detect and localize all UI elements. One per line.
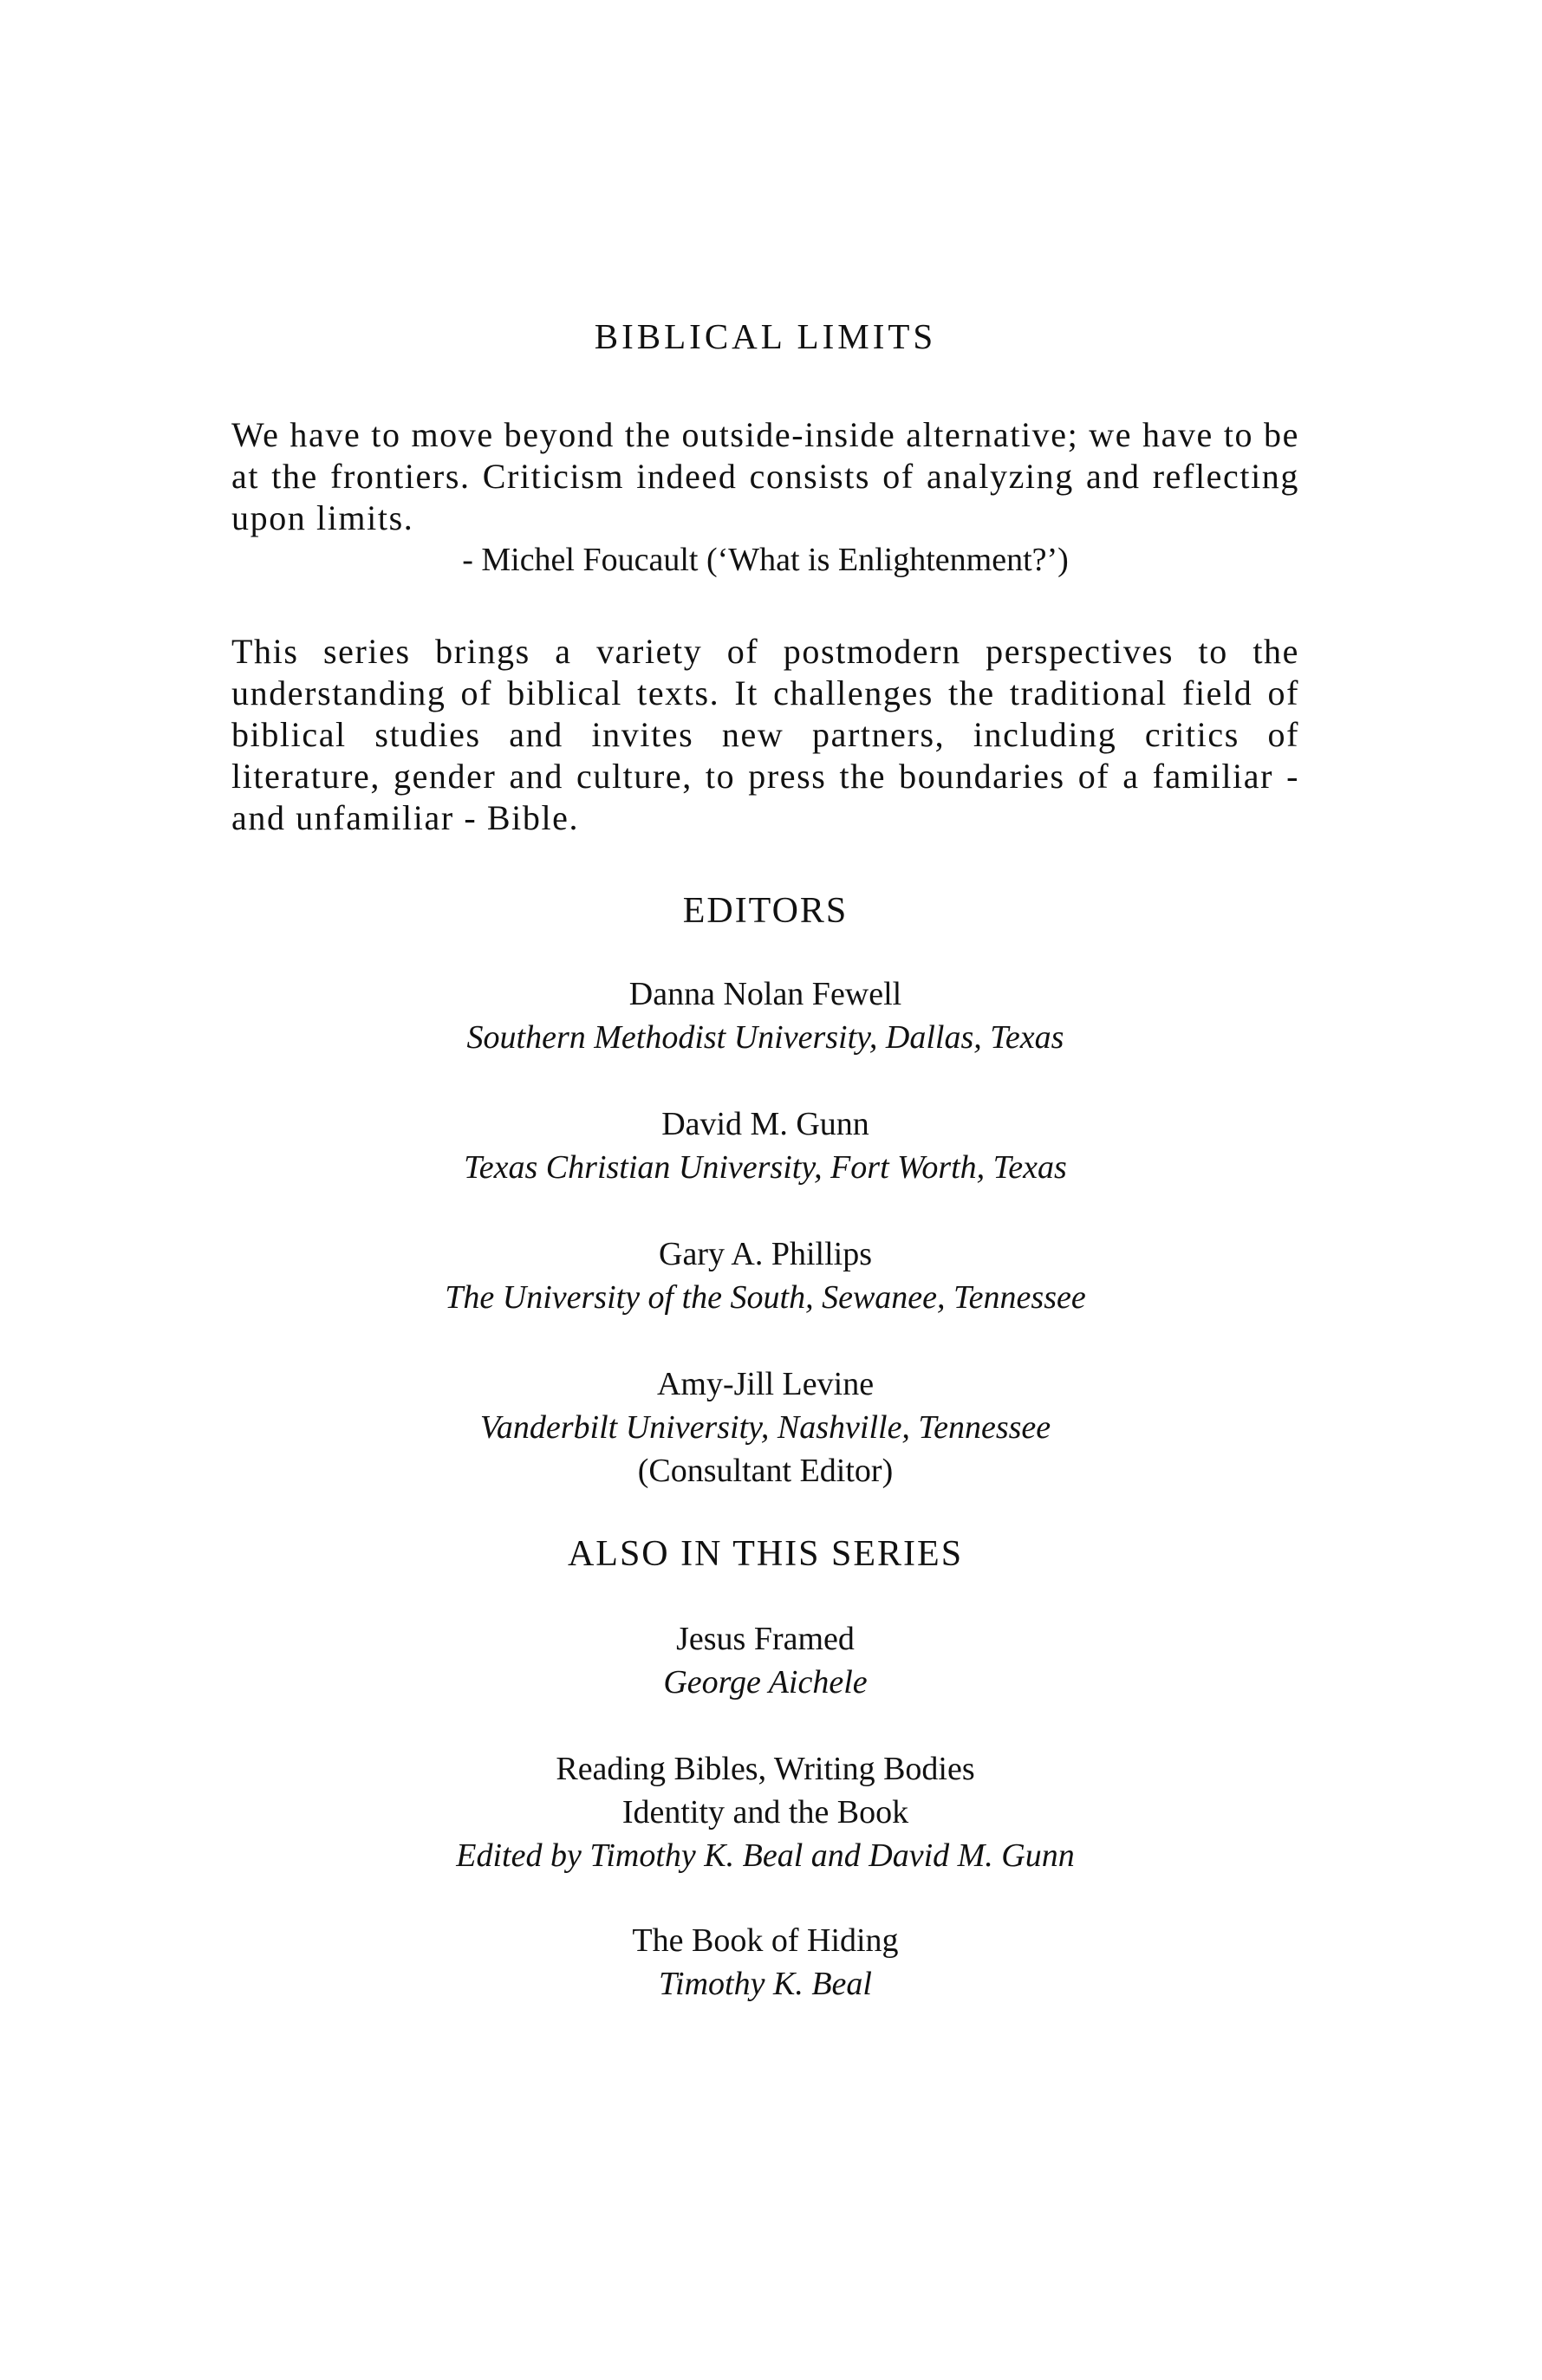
book-title: The Book of Hiding xyxy=(632,1922,899,1959)
book-author: George Aichele xyxy=(663,1664,868,1700)
editor-entry xyxy=(231,972,1299,1059)
book-title: Reading Bibles, Writing Bodies xyxy=(556,1751,975,1787)
series-description: This series brings a variety of postmodern perspectives to the understanding of biblical texts. It challenges the traditional field of biblical studies and invites new partners, including critics of literature, gender and culture, to press the boundaries of a familiar - and unfamiliar - Bible. xyxy=(231,632,1299,837)
editor-affiliation: Texas Christian University, Fort Worth, Texas xyxy=(464,1149,1067,1186)
editor-affiliation: Southern Methodist University, Dallas, Texas xyxy=(466,1019,1064,1056)
editor-name: Danna Nolan Fewell xyxy=(628,976,902,1012)
editor-name: Amy-Jill Levine xyxy=(656,1366,875,1402)
text-column xyxy=(231,0,1299,2380)
editor-affiliation: The University of the South, Sewanee, Tennessee xyxy=(445,1279,1086,1316)
editor-entry xyxy=(231,1362,1299,1492)
editor-note: (Consultant Editor) xyxy=(637,1453,894,1489)
also-in-series-heading: ALSO IN THIS SERIES xyxy=(567,1534,964,1574)
epigraph-text: We have to move beyond the outside-inside alternative; we have to be at the frontiers. Criticism indeed consists of analyzing and reflecting upon limits. xyxy=(231,415,1299,537)
editor-name: David M. Gunn xyxy=(661,1106,869,1142)
editor-entry xyxy=(231,1232,1299,1319)
series-title: BIBLICAL LIMITS xyxy=(594,316,937,356)
book-entry xyxy=(231,1617,1299,1704)
book-author: Timothy K. Beal xyxy=(659,1966,872,2002)
book-author: Edited by Timothy K. Beal and David M. Gunn xyxy=(456,1837,1075,1874)
book-entry xyxy=(231,1747,1299,1877)
editor-name: Gary A. Phillips xyxy=(659,1236,872,1272)
editor-entry xyxy=(231,1102,1299,1189)
book-entry xyxy=(231,1919,1299,2006)
editor-affiliation: Vanderbilt University, Nashville, Tennessee xyxy=(479,1409,1051,1446)
epigraph-attribution: - Michel Foucault (‘What is Enlightenment?’) xyxy=(462,542,1069,578)
book-title: Jesus Framed xyxy=(676,1621,855,1657)
book-subtitle: Identity and the Book xyxy=(621,1794,909,1831)
editors-heading: EDITORS xyxy=(682,891,849,931)
